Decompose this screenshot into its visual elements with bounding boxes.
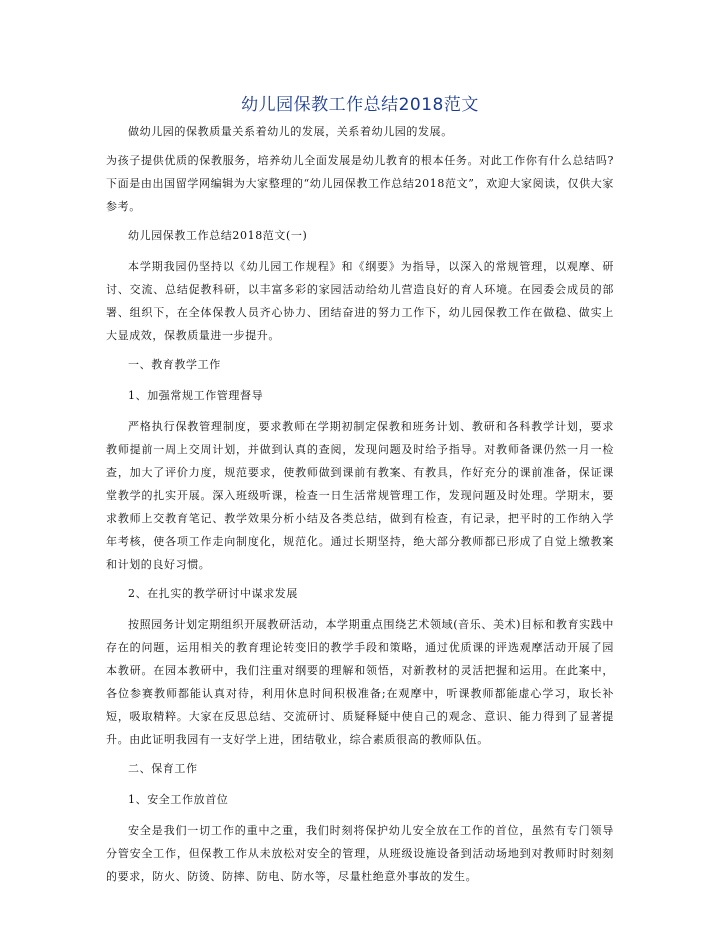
subsection-heading-research: 2、在扎实的教学研讨中谋求发展: [128, 587, 298, 600]
section-heading-teaching: 一、教育教学工作: [128, 358, 221, 371]
body-paragraph: 按照园务计划定期组织开展教研活动，本学期重点围绕艺术领域(音乐、美术)目标和教育实践中存在的问题，运用相关的教育理论转变旧的教学手段和策略，通过优质课的评选观摩活动开展了园本教研。在园本教研中，我们注重对纲要的理解和领悟，对新教材的灵活把握和运用。在此案中，各位参赛教师都能认真对待，利用休息时间积极准备;在观摩中，听课教师都能虚心学习，取长补短，吸取精粹。大家在反思总结、交流研讨、质疑释疑中使自己的观念、意识、能力得到了显著提升。由此证明我园有一支好学上进，团结敬业，综合素质很高的教师队伍。: [106, 618, 614, 746]
intro-paragraph-2: 为孩子提供优质的保教服务，培养幼儿全面发展是幼儿教育的根本任务。对此工作你有什么总结吗?下面是由出国留学网编辑为大家整理的“幼儿园保教工作总结2018范文”，欢迎大家阅读，仅供大家参考。: [106, 154, 614, 213]
section-heading-care: 二、保育工作: [128, 762, 198, 775]
document-title: 幼儿园保教工作总结2018范文: [241, 95, 479, 115]
intro-paragraph: 做幼儿园的保教质量关系着幼儿的发展，关系着幼儿园的发展。: [128, 125, 453, 138]
body-paragraph: 安全是我们一切工作的重中之重，我们时刻将保护幼儿安全放在工作的首位，虽然有专门领导分管安全工作，但保教工作从未放松对安全的管理，从班级设施设备到活动场地到对教师时时刻刻的要求，防火、防烫、防摔、防电、防水等，尽量杜绝意外事故的发生。: [106, 824, 614, 883]
subsection-heading-routine: 1、加强常规工作管理督导: [128, 389, 264, 402]
section-heading-fanwen-1: 幼儿园保教工作总结2018范文(一): [128, 229, 308, 242]
document-body: [106, 120, 614, 894]
body-paragraph: 严格执行保教管理制度，要求教师在学期初制定保教和班务计划、教研和各科教学计划，要求教师提前一周上交周计划，并做到认真的查阅，发现问题及时给予指导。对教师备课仍然一月一检查，加大了评价力度，规范要求，使教师做到课前有教案、有教具，作好充分的课前准备，保证课堂教学的扎实开展。深入班级听课，检查一日生活常规管理工作，发现问题及时处理。学期末，要求教师上交教育笔记、教学效果分析小结及各类总结，做到有检查，有记录，把平时的工作纳入学年考核，使各项工作走向制度化，规范化。通过长期坚持，绝大部分教师都已形成了自觉上缴教案和计划的良好习惯。: [106, 420, 614, 571]
subsection-heading-safety: 1、安全工作放首位: [128, 793, 229, 806]
body-paragraph: 本学期我园仍坚持以《幼儿园工作规程》和《纲要》为指导，以深入的常规管理，以观摩、研讨、交流、总结促教科研，以丰富多彩的家园活动给幼儿营造良好的育人环境。在园委会成员的部署、组织下，在全体保教人员齐心协力、团结奋进的努力工作下，幼儿园保教工作在做稳、做实上大显成效，保教质量进一步提升。: [106, 260, 614, 342]
